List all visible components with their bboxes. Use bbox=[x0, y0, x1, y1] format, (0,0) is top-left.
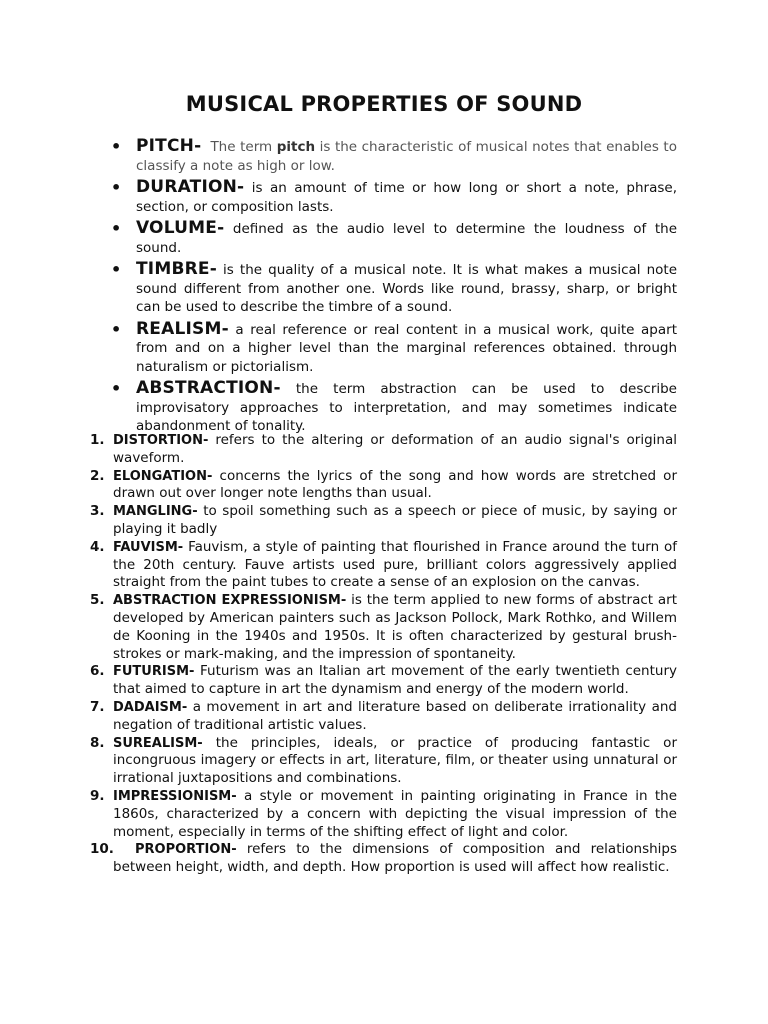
list-desc: refers to the dimensions of composition and relationships between height, width, and depth. How proportion is used will affect how realistic. bbox=[113, 841, 678, 876]
list-desc: a movement in art and literature based on deliberate irrationality and negation of traditional artistic values. bbox=[113, 698, 677, 733]
bullet-desc-pre: The term bbox=[210, 139, 277, 155]
bullet-term: PITCH- bbox=[136, 136, 202, 156]
bullet-desc-post: is the characteristic of musical notes that enables to classify a note as high or low. bbox=[136, 139, 677, 174]
list-item bbox=[90, 503, 677, 539]
list-item bbox=[90, 787, 677, 841]
bullet-desc: is an amount of time or how long or short a note, phrase, section, or composition lasts. bbox=[136, 180, 677, 215]
list-term: PROPORTION- bbox=[135, 842, 237, 858]
numbered-list bbox=[0, 432, 768, 877]
list-item bbox=[90, 734, 677, 788]
list-number: 9. bbox=[90, 787, 105, 804]
list-item bbox=[90, 538, 678, 592]
bullet-item-duration bbox=[111, 177, 677, 216]
list-desc: Futurism was an Italian art movement of the early twentieth century that aimed to capture in art the dynamism and energy of the modern world. bbox=[113, 663, 677, 698]
list-number: 3. bbox=[90, 503, 105, 520]
bullet-icon: • bbox=[111, 137, 122, 156]
list-term: DADAISM- bbox=[113, 699, 188, 715]
bullet-desc: the term abstraction can be used to describe improvisatory approaches to interpretation, and may sometimes indicate abandonment of tonality. bbox=[136, 381, 677, 434]
list-item bbox=[90, 698, 677, 735]
bullet-item-timbre bbox=[111, 259, 677, 317]
list-desc: a style or movement in painting originating in France in the 1860s, characterized by a concern with depicting the visual impression of the moment, especially in terms of the shifting effect of light and color. bbox=[113, 787, 677, 840]
bullet-icon: • bbox=[111, 379, 122, 398]
bullet-desc: is the quality of a musical note. It is what makes a musical note sound different from another one. Words like round, brassy, sharp, or bright can be used to describe the timbre of a sound. bbox=[136, 262, 677, 315]
list-item bbox=[90, 663, 677, 699]
bullet-item-realism bbox=[111, 318, 677, 377]
list-item bbox=[90, 592, 677, 663]
list-desc: the principles, ideals, or practice of producing fantastic or incongruous imagery or effects in art, literature, film, or theater using unnatural or irrational juxtapositions and combinations. bbox=[113, 734, 677, 787]
list-desc: to spoil something such as a speech or piece of music, by saying or playing it badly bbox=[113, 503, 677, 537]
list-number: 8. bbox=[90, 734, 105, 751]
list-desc: is the term applied to new forms of abstract art developed by American painters such as Jackson Pollock, Mark Rothko, and Willem de Kooning in the 1940s and 1950s. It is often characterized by gestural brush-strokes or mark-making, and the impression of spontaneity. bbox=[113, 592, 677, 662]
list-term: FUTURISM- bbox=[113, 664, 195, 680]
bullet-term: TIMBRE- bbox=[136, 259, 217, 279]
list-number: 1. bbox=[90, 432, 105, 448]
bullet-item-pitch bbox=[111, 136, 677, 175]
bullet-list bbox=[0, 137, 768, 439]
list-term: SUREALISM- bbox=[113, 735, 203, 751]
bullet-desc: defined as the audio level to determine the loudness of the sound. bbox=[136, 221, 678, 256]
bullet-term: DURATION- bbox=[136, 177, 245, 197]
list-number: 2. bbox=[90, 467, 105, 484]
bullet-icon: • bbox=[111, 319, 122, 339]
list-number: 4. bbox=[90, 538, 105, 555]
bullet-term: REALISM- bbox=[136, 318, 229, 339]
bullet-icon: • bbox=[111, 260, 122, 279]
list-term: IMPRESSIONISM- bbox=[113, 788, 237, 804]
list-desc: Fauvism, a style of painting that flourished in France around the turn of the 20th century. Fauve artists used pure, brilliant colors aggressively applied straight from the paint tubes to create a sense of an explosion on the canvas. bbox=[113, 538, 678, 591]
bullet-desc: a real reference or real content in a musical work, quite apart from and on a higher level than the marginal references obtained. through naturalism or pictorialism. bbox=[136, 321, 677, 375]
list-item bbox=[90, 841, 678, 877]
list-term: ABSTRACTION EXPRESSIONISM- bbox=[113, 593, 347, 609]
list-desc: concerns the lyrics of the song and how words are stretched or drawn out over longer note lengths than usual. bbox=[113, 467, 677, 502]
list-item bbox=[90, 467, 677, 504]
list-term: MANGLING- bbox=[113, 504, 198, 520]
list-number: 10. bbox=[90, 841, 114, 858]
list-number: 7. bbox=[90, 698, 105, 715]
page-title: MUSICAL PROPERTIES OF SOUND bbox=[185, 92, 583, 116]
list-term: FAUVISM- bbox=[113, 539, 184, 555]
bullet-item-volume bbox=[111, 218, 678, 257]
list-number: 5. bbox=[90, 592, 105, 609]
bullet-desc-highlight: pitch bbox=[276, 139, 316, 155]
bullet-icon: • bbox=[111, 219, 122, 238]
list-term: DISTORTION- bbox=[113, 433, 209, 448]
bullet-term: VOLUME- bbox=[136, 218, 225, 238]
list-number: 6. bbox=[90, 663, 105, 680]
bullet-item-abstraction bbox=[111, 378, 677, 436]
list-item bbox=[90, 432, 677, 468]
list-desc: refers to the altering or deformation of an audio signal's original waveform. bbox=[113, 432, 677, 466]
bullet-icon: • bbox=[111, 178, 122, 197]
bullet-term: ABSTRACTION- bbox=[136, 378, 281, 398]
list-term: ELONGATION- bbox=[113, 468, 213, 484]
